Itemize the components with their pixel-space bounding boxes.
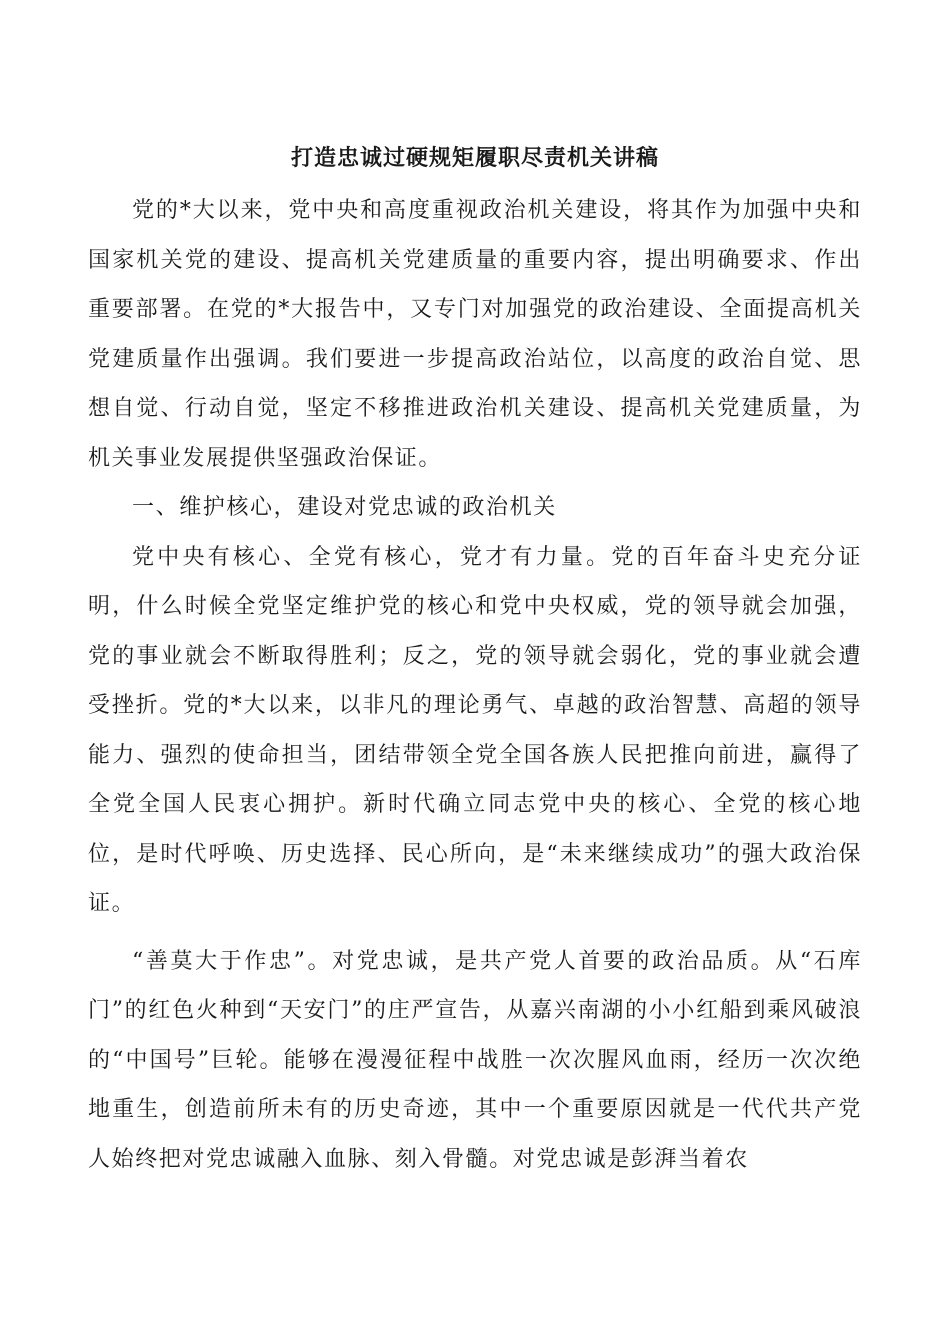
document-page [88, 138, 862, 1184]
paragraph-intro: 党的*大以来，党中央和高度重视政治机关建设，将其作为加强中央和国家机关党的建设、提高机关党建质量的重要内容，提出明确要求、作出重要部署。在党的*大报告中，又专门对加强党的政治建设、全面提高机关党建质量作出强调。我们要进一步提高政治站位，以高度的政治自觉、思想自觉、行动自觉，坚定不移推进政治机关建设、提高机关党建质量，为机关事业发展提供坚强政治保证。 [88, 198, 862, 471]
paragraph-core: 党中央有核心、全党有核心，党才有力量。党的百年奋斗史充分证明，什么时候全党坚定维护党的核心和党中央权威，党的领导就会加强，党的事业就会不断取得胜利；反之，党的领导就会弱化，党的事业就会遭受挫折。党的*大以来，以非凡的理论勇气、卓越的政治智慧、高超的领导能力、强烈的使命担当，团结带领全党全国各族人民把推向前进，赢得了全党全国人民衷心拥护。新时代确立同志党中央的核心、全党的核心地位，是时代呼唤、历史选择、民心所向，是“未来继续成功”的强大政治保证。 [88, 544, 862, 916]
document-title: 打造忠诚过硬规矩履职尽责机关讲稿 [290, 145, 659, 171]
paragraph-gap [88, 929, 862, 937]
section-heading-1: 一、维护核心，建设对党忠诚的政治机关 [132, 495, 557, 520]
paragraph-loyalty: “善莫大于作忠”。对党忠诚，是共产党人首要的政治品质。从“石库门”的红色火种到“天安门”的庄严宣告，从嘉兴南湖的小小红船到乘风破浪的“中国号”巨轮。能够在漫漫征程中战胜一次次腥风血雨，经历一次次绝地重生，创造前所未有的历史奇迹，其中一个重要原因就是一代代共产党人始终把对党忠诚融入血脉、刻入骨髓。对党忠诚是彭湃当着农 [88, 948, 862, 1172]
